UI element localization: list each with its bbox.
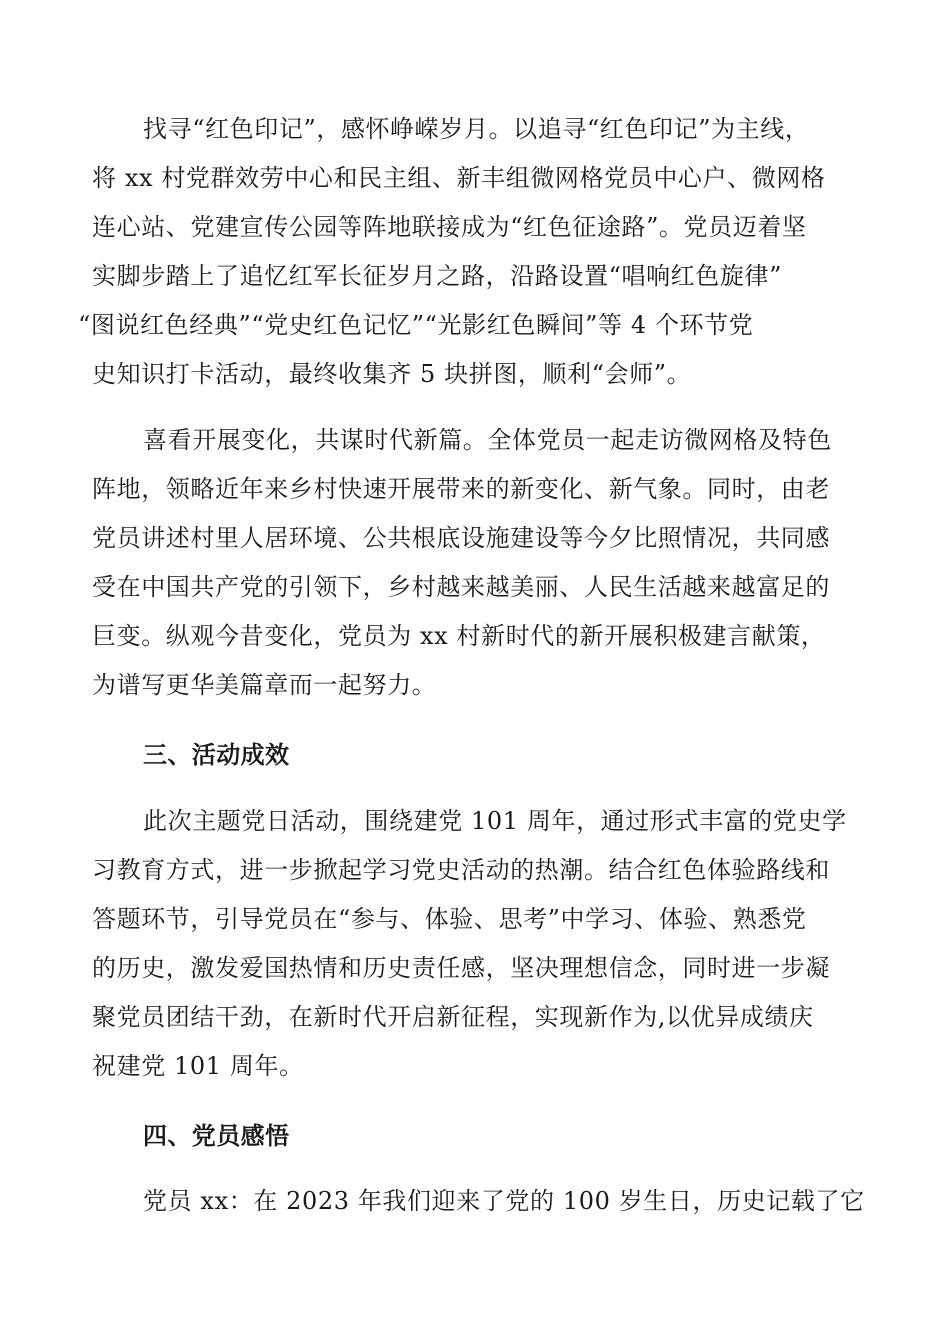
paragraph-1-line-3: 连心站、党建宣传公园等阵地联接成为“红色征途路”。党员迈着坚 (92, 213, 807, 241)
paragraph-2-line-3: 党员讲述村里人居环境、公共根底设施建设等今夕比照情况，共同感 (92, 524, 830, 552)
paragraph-1-line-2: 将 xx 村党群效劳中心和民主组、新丰组微网格党员中心户、微网格 (92, 164, 826, 192)
section-3-heading: 三、活动成效 (143, 741, 290, 769)
section-4-line-1: 党员 xx：在 2023 年我们迎来了党的 100 岁生日，历史记载了它 (143, 1187, 865, 1215)
section-3-line-5: 聚党员团结干劲，在新时代开启新征程，实现新作为,以优异成绩庆 (92, 1003, 814, 1031)
paragraph-2-line-6: 为谱写更华美篇章而一起努力。 (92, 671, 437, 699)
section-3-line-1: 此次主题党日活动，围绕建党 101 周年，通过形式丰富的党史学 (143, 807, 847, 835)
paragraph-1-line-5: “图说红色经典”“党史红色记忆”“光影红色瞬间”等 4 个环节党 (78, 311, 754, 339)
paragraph-2-line-4: 受在中国共产党的引领下，乡村越来越美丽、人民生活越来越富足的 (92, 573, 830, 601)
paragraph-2-line-5: 巨变。纵观今昔变化，党员为 xx 村新时代的新开展积极建言献策， (92, 622, 826, 650)
section-4-heading: 四、党员感悟 (143, 1122, 290, 1150)
section-3-line-2: 习教育方式，进一步掀起学习党史活动的热潮。结合红色体验路线和 (92, 856, 830, 884)
paragraph-1-line-4: 实脚步踏上了追忆红军长征岁月之路，沿路设置“唱响红色旋律” (92, 262, 782, 290)
paragraph-1-line-6: 史知识打卡活动，最终收集齐 5 块拼图，顺利“会师”。 (92, 360, 692, 388)
paragraph-2-line-1: 喜看开展变化，共谋时代新篇。全体党员一起走访微网格及特色 (143, 426, 832, 454)
section-3-line-4: 的历史，激发爱国热情和历史责任感，坚决理想信念，同时进一步凝 (92, 954, 830, 982)
paragraph-1-line-1: 找寻“红色印记”，感怀峥嵘岁月。以追寻“红色印记”为主线， (143, 115, 810, 143)
section-3-line-6: 祝建党 101 周年。 (92, 1052, 304, 1080)
section-3-line-3: 答题环节，引导党员在“参与、体验、思考”中学习、体验、熟悉党 (92, 905, 807, 933)
paragraph-2-line-2: 阵地，领略近年来乡村快速开展带来的新变化、新气象。同时，由老 (92, 475, 830, 503)
